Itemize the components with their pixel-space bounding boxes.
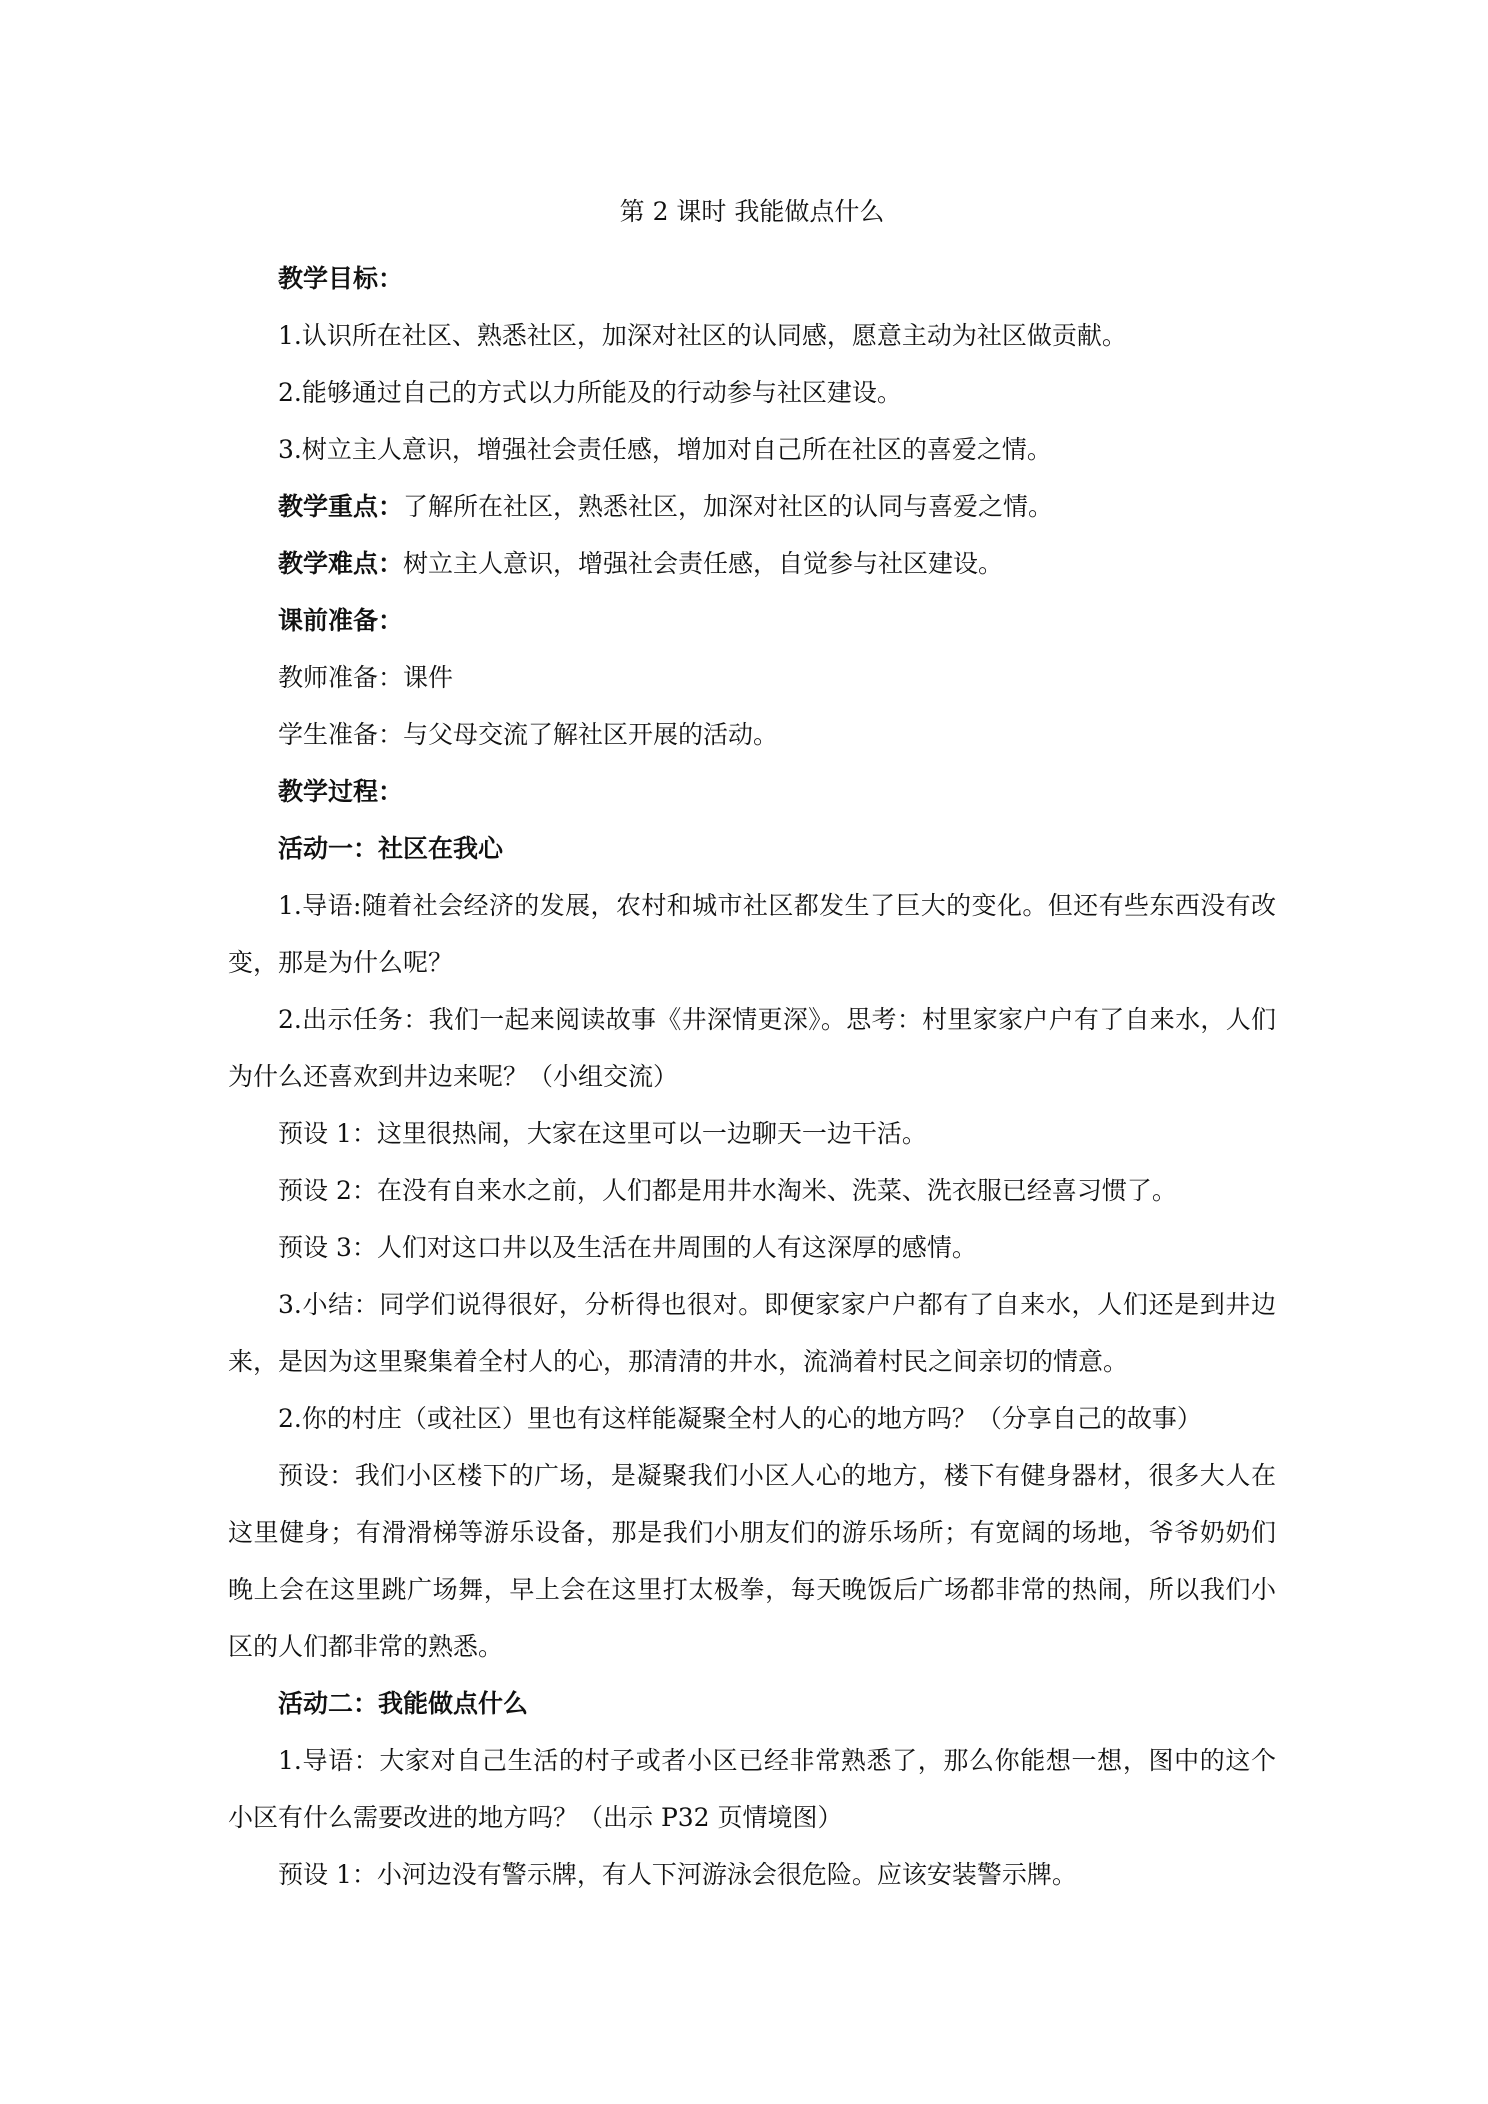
activity-two-heading: 活动二：我能做点什么 xyxy=(278,1689,529,1718)
activity-one-preset-2: 预设 2：在没有自来水之前，人们都是用井水淘米、洗菜、洗衣服已经喜习惯了。 xyxy=(278,1176,1177,1205)
activity-one-preset-4: 预设：我们小区楼下的广场，是凝聚我们小区人心的地方，楼下有健身器材，很多大人在这里健身；有滑滑梯等游乐设备，那是我们小朋友们的游乐场所；有宽阔的场地，爷爷奶奶们晚上会在这里跳广场舞，早上会在这里打太极拳，每天晚饭后广场都非常的热闹，所以我们小区的人们都非常的熟悉。 xyxy=(228,1461,1276,1661)
activity-one-heading: 活动一：社区在我心 xyxy=(278,834,504,863)
key-point-text: 了解所在社区，熟悉社区，加深对社区的认同与喜爱之情。 xyxy=(403,492,1054,521)
key-point-label: 教学重点： xyxy=(278,492,404,521)
activity-one-intro: 1.导语:随着社会经济的发展，农村和城市社区都发生了巨大的变化。但还有些东西没有改变，那是为什么呢？ xyxy=(228,891,1276,977)
activity-two-preset-1: 预设 1：小河边没有警示牌，有人下河游泳会很危险。应该安装警示牌。 xyxy=(278,1860,1077,1889)
activity-one-question: 2.你的村庄（或社区）里也有这样能凝聚全村人的心的地方吗？（分享自己的故事） xyxy=(278,1404,1202,1433)
activity-two-intro: 1.导语：大家对自己生活的村子或者小区已经非常熟悉了，那么你能想一想，图中的这个小区有什么需要改进的地方吗？（出示 P32 页情境图） xyxy=(228,1746,1276,1832)
objective-item: 3.树立主人意识，增强社会责任感，增加对自己所在社区的喜爱之情。 xyxy=(278,435,1052,464)
activity-one-preset-1: 预设 1：这里很热闹，大家在这里可以一边聊天一边干活。 xyxy=(278,1119,927,1148)
student-preparation: 学生准备：与父母交流了解社区开展的活动。 xyxy=(278,720,779,749)
activity-one-task: 2.出示任务：我们一起来阅读故事《井深情更深》。思考：村里家家户户有了自来水，人们为什么还喜欢到井边来呢？（小组交流） xyxy=(228,1005,1276,1091)
process-heading: 教学过程： xyxy=(278,777,404,806)
page-title: 第 2 课时 我能做点什么 xyxy=(619,197,885,226)
objective-item: 2.能够通过自己的方式以力所能及的行动参与社区建设。 xyxy=(278,378,902,407)
teacher-preparation: 教师准备：课件 xyxy=(278,663,454,692)
difficulty-label: 教学难点： xyxy=(278,549,404,578)
key-point-line xyxy=(228,478,1276,535)
difficulty-line xyxy=(228,535,1276,592)
activity-one-summary: 3.小结：同学们说得很好，分析得也很对。即便家家户户都有了自来水，人们还是到井边来，是因为这里聚集着全村人的心，那清清的井水，流淌着村民之间亲切的情意。 xyxy=(228,1290,1276,1376)
preparation-heading: 课前准备： xyxy=(278,606,404,635)
activity-one-preset-3: 预设 3：人们对这口井以及生活在井周围的人有这深厚的感情。 xyxy=(278,1233,977,1262)
difficulty-text: 树立主人意识，增强社会责任感，自觉参与社区建设。 xyxy=(403,549,1004,578)
objectives-heading: 教学目标： xyxy=(278,264,404,293)
document-content xyxy=(228,190,1276,1903)
objective-item: 1.认识所在社区、熟悉社区，加深对社区的认同感，愿意主动为社区做贡献。 xyxy=(278,321,1127,350)
